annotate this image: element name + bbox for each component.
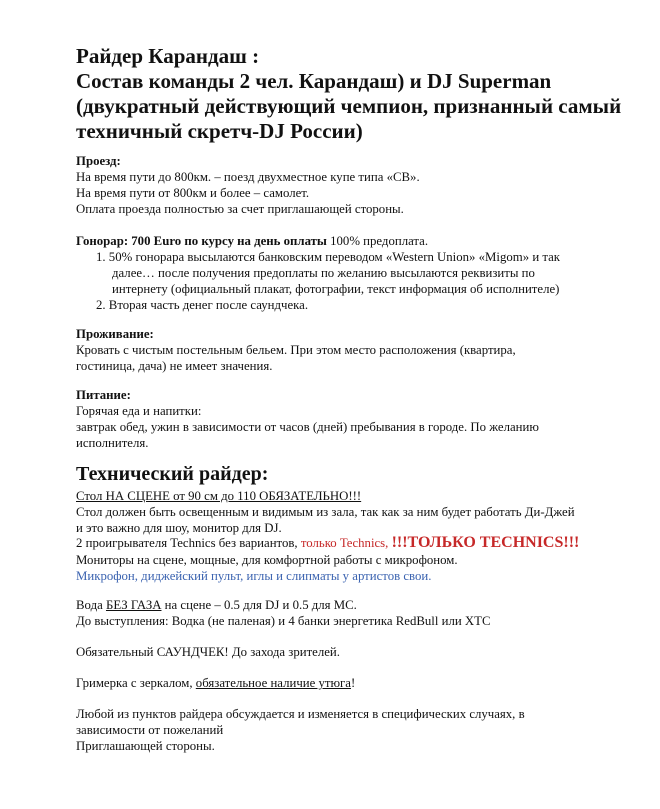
- accommodation-line-2: гостиница, дача) не имеет значения.: [76, 359, 273, 373]
- fee-item-1-line-2: далее… после получения предоплаты по желанию высылаются реквизиты по: [112, 266, 535, 280]
- travel-line-2: На время пути от 800км и более – самолет.: [76, 186, 310, 200]
- fee-heading: Гонорар: 700 Euro по курсу на день оплаты: [76, 234, 327, 248]
- tech-monitors: Мониторы на сцене, мощные, для комфортной работы с микрофоном.: [76, 553, 458, 567]
- tech-dressing-b: !: [350, 676, 356, 690]
- tech-soundcheck: Обязательный САУНДЧЕК! До захода зрителей.: [76, 645, 340, 659]
- tech-any-line-3: Приглашающей стороны.: [76, 739, 215, 753]
- tech-water-underlined: БЕЗ ГАЗА: [105, 598, 162, 612]
- fee-item-2: 2. Вторая часть денег после саундчека.: [96, 298, 309, 312]
- food-heading: Питание:: [76, 388, 131, 402]
- fee-prepayment: 100% предоплата.: [326, 234, 429, 248]
- tech-any-line-2: зависимости от пожеланий: [76, 723, 224, 737]
- tech-before: До выступления: Водка (не паленая) и 4 банки энергетика RedBull или XTC: [76, 614, 491, 628]
- title-line-3: (двукратный действующий чемпион, признанный самый: [76, 94, 622, 118]
- tech-dressing-underlined: обязательное наличие утюга: [195, 676, 351, 690]
- tech-water-a: Вода: [76, 598, 106, 612]
- tech-players-red: только Technics,: [300, 536, 392, 550]
- tech-heading: Технический райдер:: [76, 463, 269, 485]
- tech-dressing-line: [76, 675, 355, 691]
- travel-line-3: Оплата проезда полностью за счет приглашающей стороны.: [76, 202, 404, 216]
- fee-heading-line: [76, 233, 428, 249]
- tech-any-line-1: Любой из пунктов райдера обсуждается и изменяется в специфических случаях, в: [76, 707, 525, 721]
- tech-water-line: [76, 597, 357, 613]
- tech-line-3: и это важно для шоу, монитор для DJ.: [76, 521, 282, 535]
- title-line-2: Состав команды 2 чел. Карандаш) и DJ Superman: [76, 69, 552, 93]
- tech-table-line: Стол НА СЦЕНЕ от 90 см до 110 ОБЯЗАТЕЛЬНО!!!: [76, 489, 362, 503]
- fee-item-1-line-3: интернету (официальный плакат, фотографии, текст информация об исполнителе): [112, 282, 560, 296]
- title-line-1: Райдер Карандаш :: [76, 44, 260, 68]
- tech-players: 2 проигрывателя Technics без вариантов,: [76, 536, 301, 550]
- tech-mic: Микрофон, диджейский пульт, иглы и слипматы у артистов свои.: [76, 569, 432, 583]
- title-line-4: техничный скретч-DJ России): [76, 119, 363, 143]
- accommodation-line-1: Кровать с чистым постельным бельем. При этом место расположения (квартира,: [76, 343, 516, 357]
- tech-dressing-a: Гримерка с зеркалом,: [76, 676, 196, 690]
- food-line-2: завтрак обед, ужин в зависимости от часов (дней) пребывания в городе. По желанию: [76, 420, 539, 434]
- accommodation-heading: Проживание:: [76, 327, 154, 341]
- travel-heading: Проезд:: [76, 154, 121, 168]
- travel-line-1: На время пути до 800км. – поезд двухместное купе типа «СВ».: [76, 170, 420, 184]
- tech-players-line: [76, 535, 579, 551]
- fee-item-1-line-1: 1. 50% гонорара высылаются банковским переводом «Western Union» «Migom» и так: [96, 250, 561, 264]
- tech-line-2: Стол должен быть освещенным и видимым из зала, так как за ним будет работать Ди-Джей: [76, 505, 575, 519]
- food-line-1: Горячая еда и напитки:: [76, 404, 202, 418]
- tech-players-red-big: !!!ТОЛЬКО TECHNICS!!!: [391, 534, 580, 551]
- tech-water-b: на сцене – 0.5 для DJ и 0.5 для MC.: [161, 598, 357, 612]
- food-line-3: исполнителя.: [76, 436, 149, 450]
